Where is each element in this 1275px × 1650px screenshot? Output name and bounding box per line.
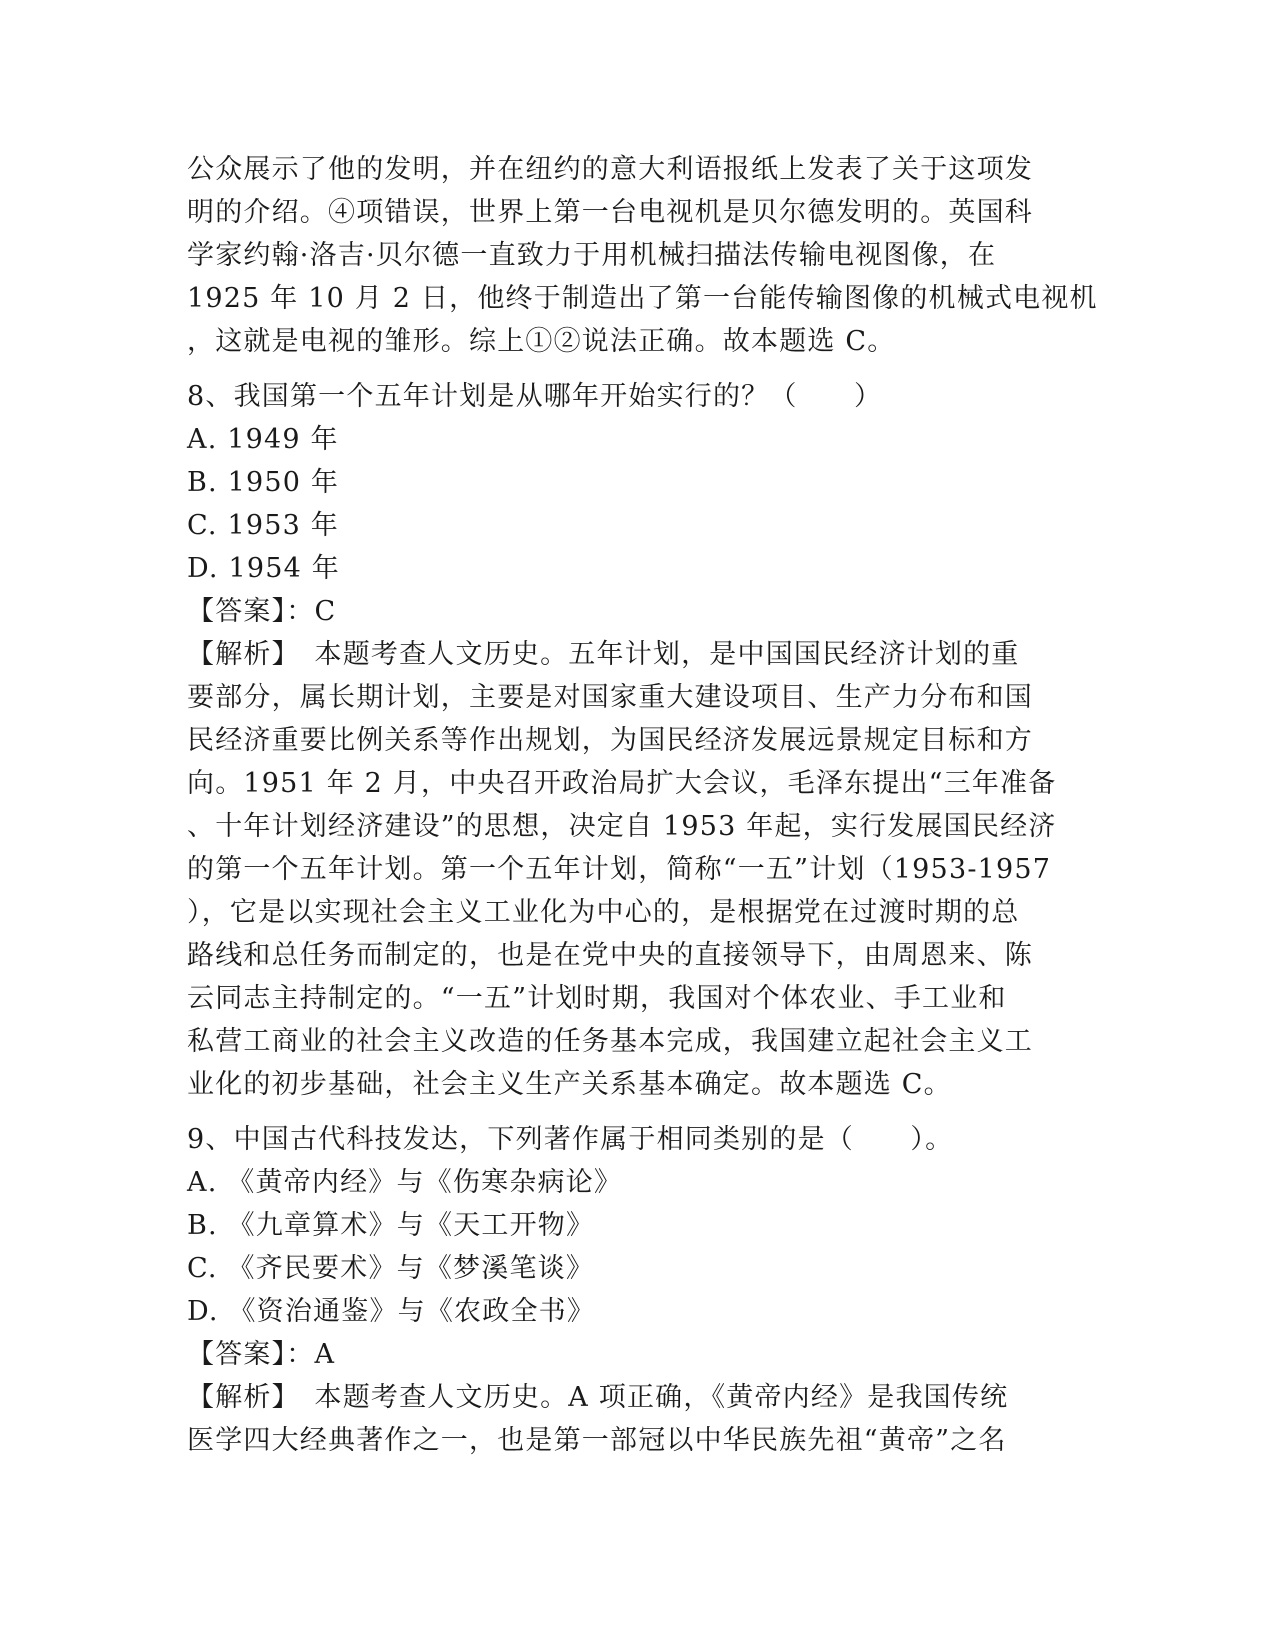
option-b: B. 1950 年 (187, 467, 340, 498)
text-line: 【解析】 本题考查人文历史。五年计划，是中国国民经济计划的重 (187, 639, 1020, 670)
question-9 (187, 1118, 1087, 1462)
question-8 (187, 375, 1087, 1106)
option-a: A. 《黄帝内经》与《伤寒杂病论》 (187, 1167, 623, 1198)
analysis (187, 1376, 1087, 1462)
document-page (187, 148, 1098, 1462)
question-text: 9、中国古代科技发达，下列著作属于相同类别的是（ ）。 (187, 1124, 954, 1155)
text-line: 路线和总任务而制定的，也是在党中央的直接领导下，由周恩来、陈 (187, 940, 1033, 971)
text-line: 私营工商业的社会主义改造的任务基本完成，我国建立起社会主义工 (187, 1026, 1033, 1057)
text-line: 要部分，属长期计划，主要是对国家重大建设项目、生产力分布和国 (187, 682, 1033, 713)
text-line: 学家约翰·洛吉·贝尔德一直致力于用机械扫描法传输电视图像，在 (187, 240, 997, 271)
answer-line: 【答案】：A (187, 1339, 336, 1370)
text-line: 明的介绍。④项错误，世界上第一台电视机是贝尔德发明的。英国科 (187, 197, 1033, 228)
text-line: 云同志主持制定的。“一五”计划时期，我国对个体农业、手工业和 (187, 983, 1007, 1014)
option-c: C. 1953 年 (187, 510, 339, 541)
option-a: A. 1949 年 (187, 424, 339, 455)
option-d: D. 1954 年 (187, 553, 340, 584)
text-line: 医学四大经典著作之一，也是第一部冠以中华民族先祖“黄帝”之名 (187, 1425, 1007, 1456)
text-line: 业化的初步基础，社会主义生产关系基本确定。故本题选 C。 (187, 1069, 952, 1100)
answer-line: 【答案】：C (187, 596, 337, 627)
text-line: 的第一个五年计划。第一个五年计划，简称“一五”计划（1953-1957 (187, 854, 1052, 885)
text-line: 、十年计划经济建设”的思想，决定自 1953 年起，实行发展国民经济 (187, 811, 1057, 842)
text-line: ，这就是电视的雏形。综上①②说法正确。故本题选 C。 (187, 326, 896, 357)
option-c: C. 《齐民要术》与《梦溪笔谈》 (187, 1253, 595, 1284)
spacer (187, 363, 1087, 375)
option-b: B. 《九章算术》与《天工开物》 (187, 1210, 595, 1241)
spacer (187, 1106, 1087, 1118)
text-line: 【解析】 本题考查人文历史。A 项正确，《黄帝内经》是我国传统 (187, 1382, 1009, 1413)
option-d: D. 《资治通鉴》与《农政全书》 (187, 1296, 596, 1327)
question-text: 8、我国第一个五年计划是从哪年开始实行的？（ ） (187, 381, 883, 412)
q7-analysis-continuation (187, 148, 1098, 363)
text-line: ），它是以实现社会主义工业化为中心的，是根据党在过渡时期的总 (187, 897, 1020, 928)
text-line: 公众展示了他的发明，并在纽约的意大利语报纸上发表了关于这项发 (187, 154, 1033, 185)
text-line: 1925 年 10 月 2 日，他终于制造出了第一台能传输图像的机械式电视机 (187, 283, 1098, 314)
text-line: 向。1951 年 2 月，中央召开政治局扩大会议，毛泽东提出“三年准备 (187, 768, 1057, 799)
analysis (187, 633, 1087, 1106)
text-line: 民经济重要比例关系等作出规划，为国民经济发展远景规定目标和方 (187, 725, 1033, 756)
